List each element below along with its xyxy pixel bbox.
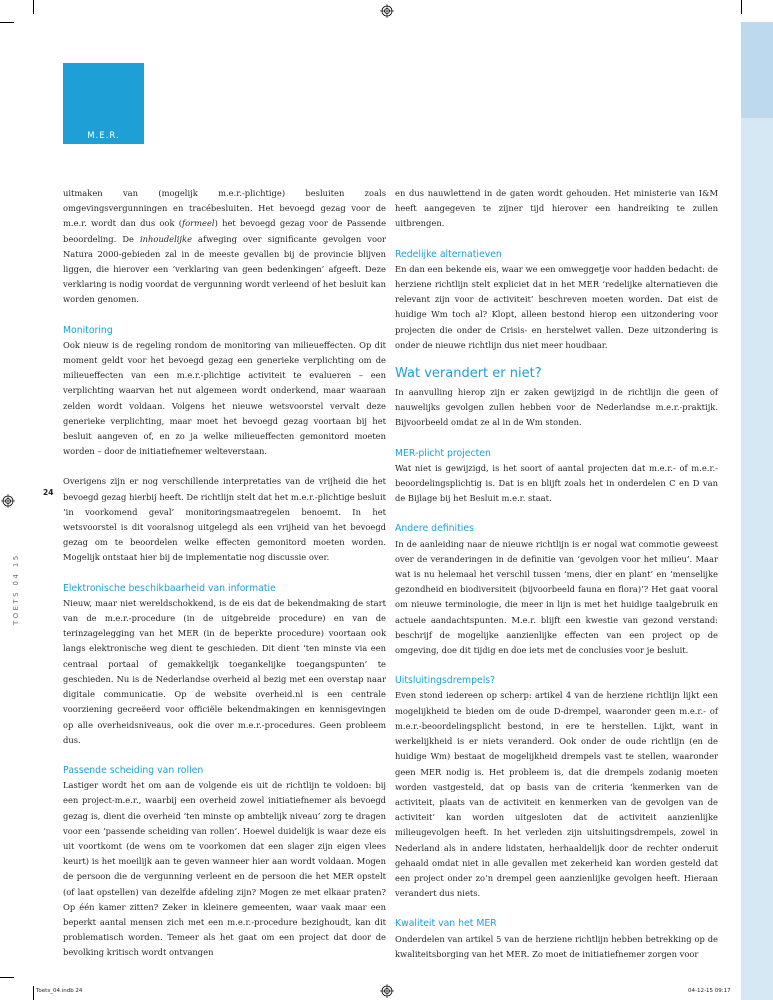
paragraph: En dan een bekende eis, waar we een omweggetje voor hadden bedacht: de herziene richtlijn stelt expliciet dat in het MER ‘redelijke alternatieven die relevant zijn voor de activiteit’ beschreven moeten worden. Dat eist de huidige Wm toch al? Klopt, alleen bestond hierop een uitzondering voor projecten die onder de Crisis- en herstelwet vallen. Deze uitzondering is onder de nieuwe richtlijn dus niet meer houdbaar. xyxy=(395,263,718,350)
paragraph: Wat niet is gewijzigd, is het soort of aantal projecten dat m.e.r.- of m.e.r.-beoordelingsplichtig is. Dat is en blijft zoals het in onderdelen C en D van de Bijlage bij het Besluit m.e.r. staat. xyxy=(395,462,718,504)
heading-andere-definities: Andere definities xyxy=(395,523,474,535)
page-edge-band xyxy=(741,22,773,1000)
paragraph: In aanvulling hierop zijn er zaken gewijzigd in de richtlijn die geen of nauwelijks gevolgen zullen hebben voor de Nederlandse m.e.r.-praktijk. Bijvoorbeeld omdat ze al in de Wm stonden. xyxy=(395,387,718,428)
paragraph: uitmaken van (mogelijk m.e.r.-plichtige) besluiten zoals omgevingsvergunningen en tracébesluiten. Het bevoegd gezag voor de m.e.r. wordt dan dus ook (formeel) het bevoegd gezag voor de Passende beoordeling. De inhoudelijke afweging over significante gevolgen voor Natura 2000-gebieden zal in de meeste gevallen bij de provincie blijven liggen, die hierover een ‘verklaring van geen bedenkingen’ afgeeft. Deze verklaring is nodig voordat de vergunning wordt verleend of het besluit kan worden genomen. xyxy=(63,188,387,305)
page-number: 24 xyxy=(43,488,54,497)
registration-mark-icon xyxy=(380,984,394,998)
paragraph: In de aanleiding naar de nieuwe richtlijn is er nogal wat commotie geweest over de veranderingen in de definitie van ‘gevolgen voor het milieu’. Maar wat is nu helemaal het verschil tussen ‘mens, dier en plant’ en ‘menselijke gezondheid en biodiversiteit (bijvoorbeeld fauna en flora)’? Het gaat vooral om nieuwe terminologie, die meer in lijn is met het huidige taalgebruik en actuele aandachtspunten. M.e.r. blijft een kwestie van gezond verstand: beschrijf de mogelijke aanzienlijke effecten van een project op de omgeving, doe dit tijdig en doe iets met de conclusies voor je besluit. xyxy=(395,538,718,656)
heading-mer-plicht-projecten: MER-plicht projecten xyxy=(395,447,491,459)
paragraph: Overigens zijn er nog verschillende interpretaties van de vrijheid die het bevoegd gezag hierbij heeft. De richtlijn stelt dat het m.e.r.-plichtige besluit ‘in voorkomend geval’ monitoringsmaatregelen benoemt. In het wetsvoorstel is dit vooralsnog uitgelegd als een vrijheid van het bevoegd gezag om te beoordelen welke effecten gemonitord moeten worden. Mogelijk ontstaat hier bij de implementatie nog discussie over. xyxy=(63,476,386,563)
paragraph: Onderdelen van artikel 5 van de herziene richtlijn hebben betrekking op de kwaliteitsborging van het MER. Zo moet de initiatiefnemer zorgen voor xyxy=(395,933,718,959)
paragraph: Even stond iedereen op scherp: artikel 4 van de herziene richtlijn lijkt een mogelijkheid te bieden om de oude D-drempel, waaronder geen m.e.r.- of m.e.r.-beoordelingsplicht bestond, in ere te herstellen. Lijkt, want in werkelijkheid is er niets veranderd. Ook onder de oude richtlijn (en de huidige Wm) bestaat de mogelijkheid drempels vast te stellen, waaronder geen MER nodig is. Het probleem is, dat die drempels zodanig moeten worden vastgesteld, dat op basis van de criteria ‘kenmerken van de activiteit, plaats van de activiteit en kenmerken van de gevolgen van de activiteit’ kan worden uitgesloten dat de activiteit aanzienlijke milieugevolgen heeft. In het verleden zijn uitsluitingsdrempels, zowel in Nederland als in andere lidstaten, herhaaldelijk door de rechter onderuit gehaald omdat niet in alle gevallen met zekerheid kan worden gesteld dat een project onder zo’n drempel geen aanzienlijke gevolgen heeft. Hieraan verandert dus niets. xyxy=(395,690,718,899)
section-label: M.E.R. xyxy=(87,131,120,141)
heading-monitoring: Monitoring xyxy=(63,324,113,336)
paragraph: en dus nauwlettend in de gaten wordt gehouden. Het ministerie van I&M heeft aangegeven te zijner tijd hierover een handreiking te zullen uitbrengen. xyxy=(395,188,718,229)
running-title: TOETS 04 15 xyxy=(12,553,20,625)
crop-mark xyxy=(0,977,14,978)
heading-elektronische-beschikbaarheid: Elektronische beschikbaarheid van informatie xyxy=(63,582,276,594)
paragraph: Lastiger wordt het om aan de volgende eis uit de richtlijn te voldoen: bij een project-m.e.r., waarbij een overheid zowel initiatiefnemer als bevoegd gezag is, dient die overheid ‘ten minste op ambtelijk niveau’ zorg te dragen voor een ‘passende scheiding van rollen’. Hoewel duidelijk is waar deze eis uit voortkomt (de wens om te voorkomen dat een slager zijn eigen vlees keurt) is het moeilijk aan te geven wanneer hier aan wordt voldaan. Mogen de persoon die de vergunning verleent en de persoon die het MER opstelt (of laat opstellen) van dezelfde afdeling zijn? Mogen ze met elkaar praten? Op één kamer zitten? Zeker in kleinere gemeenten, waar vaak maar een beperkt aantal mensen zich met een m.e.r.-procedure bezighoudt, kan dit problematisch worden. Temeer als het gaat om een project dat door de bevolking kritisch wordt ontvangen xyxy=(63,780,386,958)
paragraph: Nieuw, maar niet wereldschokkend, is de eis dat de bekendmaking de start van de m.e.r.-procedure (in de uitgebreide procedure) en van de terinzagelegging van het MER (in de beperkte procedure) voortaan ook langs elektronische weg dient te geschieden. Dit dient ‘ten minste via een centraal portaal of gemakkelijk toegankelijke toegangspunten’ te geschieden. Nu is de Nederlandse overheid al bezig met een overstap naar digitale communicatie. Op de website overheid.nl is een centrale voorziening gecreëerd voor officiële bekendmakingen en kennisgevingen op alle overheidsniveaus, ook die over m.e.r.-procedures. Geen probleem dus. xyxy=(63,597,386,745)
heading-uitsluitingsdrempels: Uitsluitingsdrempels? xyxy=(395,675,496,687)
section-label-box xyxy=(63,63,144,144)
registration-mark-icon xyxy=(1,494,15,508)
crop-mark xyxy=(33,0,34,14)
crop-mark xyxy=(741,0,742,14)
crop-mark xyxy=(33,986,34,1000)
right-column xyxy=(395,186,718,962)
heading-kwaliteit-van-het-mer: Kwaliteit van het MER xyxy=(395,918,497,930)
registration-mark-icon xyxy=(380,4,394,18)
heading-wat-verandert-er-niet: Wat verandert er niet? xyxy=(395,366,542,382)
slug-date: 04-12-15 09:17 xyxy=(688,988,731,994)
heading-redelijke-alternatieven: Redelijke alternatieven xyxy=(395,248,502,260)
page-edge-band-accent xyxy=(741,22,773,118)
crop-mark xyxy=(0,22,14,23)
heading-passende-scheiding: Passende scheiding van rollen xyxy=(63,764,204,776)
slug-file: Toets_04.indb 24 xyxy=(36,988,83,994)
left-column xyxy=(63,186,386,961)
paragraph: Ook nieuw is de regeling rondom de monitoring van milieueffecten. Op dit moment geldt voor het bevoegd gezag een generieke verplichting om de milieueffecten van een m.e.r.-plichtige activiteit te evalueren – een verplichting waarvan het nut algemeen wordt onderkend, maar waaraan zelden wordt voldaan. Volgens het nieuwe wetsvoorstel vervalt deze generieke verplichting, maar moet het bevoegd gezag voortaan bij het besluit aangeven of, en zo ja welke milieueffecten gemonitord moeten worden – door de initiatiefnemer welteverstaan. xyxy=(63,339,386,457)
